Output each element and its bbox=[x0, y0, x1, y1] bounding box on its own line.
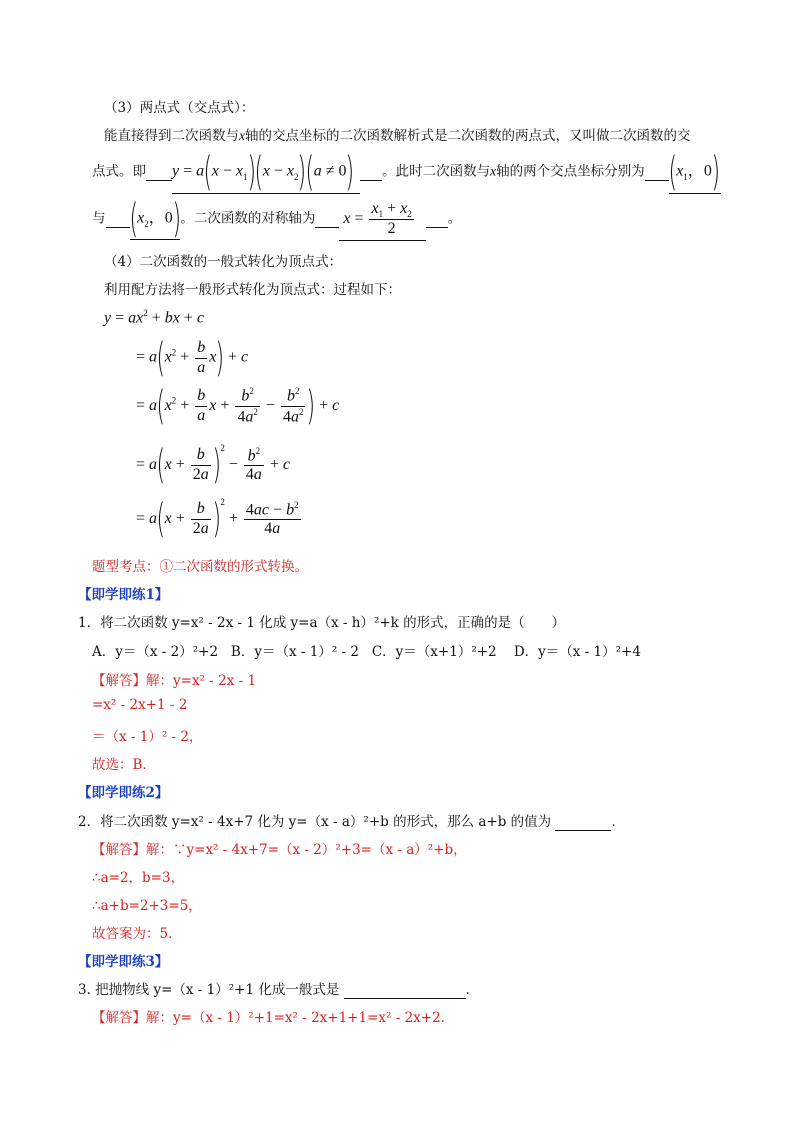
option-b[interactable]: B．y＝（x - 1）² - 2 bbox=[230, 644, 359, 660]
practice-2-answer-line-1: 【解答】解：∵y=x² - 4x+7=（x - 2）²+3=（x - a）²+b， bbox=[92, 842, 467, 858]
practice-1-answer-line-4: 故选：B． bbox=[92, 757, 156, 773]
option-c[interactable]: C．y＝（x+1）²+2 bbox=[371, 644, 497, 660]
practice-3-answer: 【解答】解：y=（x - 1）²+1=x² - 2x+1+1=x² - 2x+2． bbox=[92, 1010, 455, 1026]
answer-blank[interactable] bbox=[555, 814, 611, 831]
answer-tag: 【解答】 bbox=[92, 1010, 146, 1026]
practice-3-question: 3. 把抛物线 y=（x - 1）²+1 化成一般式是 ． bbox=[78, 982, 480, 998]
practice-1-question: 1．将二次函数 y=x² - 2x - 1 化成 y=a（x - h）²+k 的形式，正确的是（ ） bbox=[78, 615, 566, 631]
section-4-tip: 题型考点：①二次函数的形式转换。 bbox=[92, 559, 308, 575]
answer-tag: 【解答】 bbox=[92, 842, 146, 858]
practice-2-title: 【即学即练2】 bbox=[78, 785, 169, 801]
axis-of-symmetry-formula: x = $\frac{x_1 + x_2}{2}$ bbox=[339, 200, 425, 242]
intersection-point-1: ($x_1$，0) bbox=[668, 149, 720, 195]
practice-1-answer-line-1: 【解答】解：y=x² - 2x - 1 bbox=[92, 673, 257, 689]
practice-1-answer-line-3: ＝（x - 1）² - 2， bbox=[92, 729, 203, 745]
practice-1-answer-line-2: =x² - 2x+1 - 2 bbox=[92, 697, 188, 713]
option-a[interactable]: A．y＝（x - 2）²+2 bbox=[92, 644, 219, 660]
practice-1-options bbox=[92, 640, 641, 660]
section-3-paragraph-line1: 能直接得到二次函数与x轴的交点坐标的二次函数解析式是二次函数的两点式，又叫做二次函数的交 bbox=[104, 128, 691, 144]
practice-3-title: 【即学即练3】 bbox=[78, 954, 169, 970]
section-3-heading: （3）两点式（交点式）： bbox=[104, 100, 255, 116]
two-point-form-formula: $y = a(x - x_1)(x - x_2)(a \ne 0)$ bbox=[172, 152, 360, 194]
derivation-line-5: = a(x + $\frac{b}{2a}$ )$^2$ + $\frac{4ac - b^2}{4a}$ bbox=[136, 496, 299, 543]
section-3-paragraph-line3: 与 ($x_2$，0)。二次函数的对称轴为 x = $\frac{x_1 + x_2}{2}$ 。 bbox=[92, 196, 462, 242]
derivation-line-2: = $a(x^2$ + $\frac{b}{a}$ x) + c bbox=[136, 335, 249, 381]
practice-2-answer-line-4: 故答案为：5． bbox=[92, 926, 182, 942]
section-4-heading: （4）二次函数的一般式转化为顶点式： bbox=[104, 254, 343, 270]
practice-2-question: 2．将二次函数 y=x² - 4x+7 化为 y=（x - a）²+b 的形式，那么 a+b 的值为 ． bbox=[78, 814, 625, 830]
practice-2-answer-line-3: ∴a+b=2+3=5， bbox=[92, 898, 202, 914]
section-3-paragraph-line2: 点式。即 $y = a(x - x_1)(x - x_2)(a \ne 0)$ 。此时二次函数与x轴的两个交点坐标分别为 ($x_1$，0) bbox=[92, 149, 720, 195]
answer-tag: 【解答】 bbox=[92, 673, 146, 689]
option-d[interactable]: D．y＝（x - 1）²+4 bbox=[513, 644, 641, 660]
practice-2-answer-line-2: ∴a=2，b=3， bbox=[92, 870, 185, 886]
practice-1-title: 【即学即练1】 bbox=[78, 587, 169, 603]
derivation-line-1: $y = ax^2$ + bx + c bbox=[104, 308, 205, 327]
answer-blank[interactable] bbox=[344, 982, 466, 999]
derivation-line-4: = a(x + $\frac{b}{2a}$ )$^2$ − $\frac{b^2}{4a}$ + c bbox=[136, 442, 291, 489]
intersection-point-2: ($x_2$，0) bbox=[129, 196, 181, 242]
section-4-intro: 利用配方法将一般形式转化为顶点式：过程如下： bbox=[104, 282, 401, 298]
derivation-line-3: = $a(x^2$ + $\frac{b}{a}$ x + $\frac{b^2}{4a^2}$ − $\frac{b^2}{4a^2}$ ) + c bbox=[136, 383, 340, 430]
